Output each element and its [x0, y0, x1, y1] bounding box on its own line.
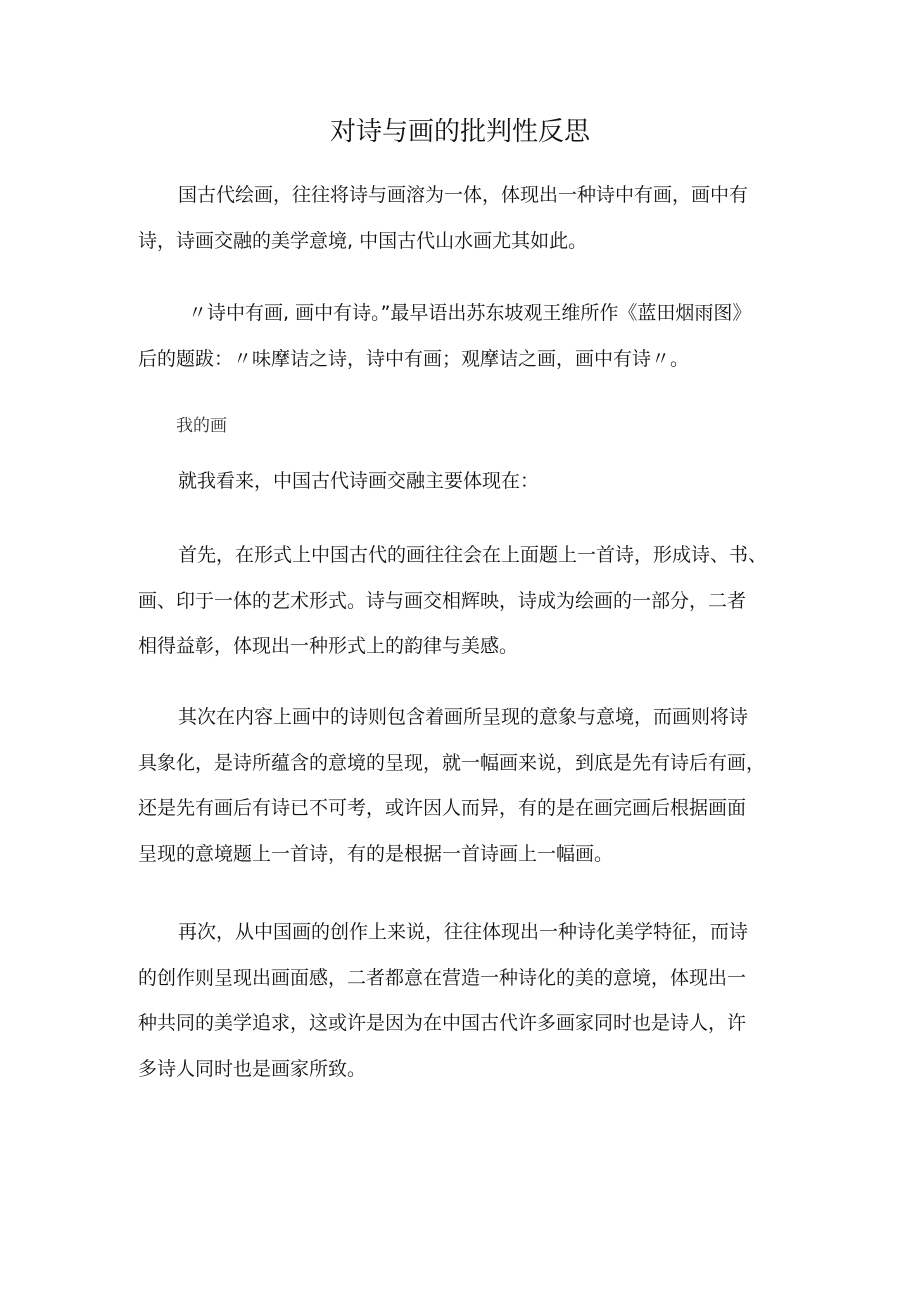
subheading-my-painting: 我的画 — [176, 416, 227, 436]
paragraph-line: 种共同的美学追求，这或许是因为在中国古代许多画家同时也是诗人，许 — [138, 1012, 747, 1034]
paragraph-line: 相得益彰，体现出一种形式上的韵律与美感。 — [138, 635, 519, 657]
paragraph-3 — [138, 459, 790, 505]
paragraph-line: 〃诗中有画, 画中有诗。”最早语出苏东坡观王维所作《蓝田烟雨图》 — [188, 302, 752, 324]
paragraph-line: 的创作则呈现出画面感，二者都意在营造一种诗化的美的意境，体现出一 — [138, 966, 747, 989]
document-title: 对诗与画的批判性反思 — [329, 117, 590, 147]
paragraph-4 — [138, 533, 790, 670]
paragraph-line: 其次在内容上画中的诗则包含着画所呈现的意象与意境，而画则将诗 — [178, 706, 749, 728]
paragraph-line: 再次，从中国画的创作上来说，往往体现出一种诗化美学特征，而诗 — [178, 921, 749, 943]
paragraph-line: 呈现的意境题上一首诗，有的是根据一首诗画上一幅画。 — [138, 842, 614, 865]
paragraph-line: 画、印于一体的艺术形式。诗与画交相辉映，诗成为绘画的一部分，二者 — [138, 589, 747, 612]
paragraph-line: 具象化，是诗所蕴含的意境的呈现，就一幅画来说，到底是先有诗后有画， — [138, 751, 766, 774]
paragraph-line: 多诗人同时也是画家所致。 — [138, 1057, 367, 1080]
paragraph-line: 国古代绘画，往往将诗与画溶为一体，体现出一种诗中有画，画中有 — [178, 184, 749, 206]
paragraph-1 — [138, 173, 790, 264]
paragraph-line: 后的题跋：〃味摩诘之诗，诗中有画；观摩诘之画，画中有诗〃。 — [138, 347, 690, 370]
paragraph-5 — [138, 695, 790, 877]
paragraph-line: 诗，诗画交融的美学意境, 中国古代山水画尤其如此。 — [138, 229, 588, 252]
paragraph-line: 首先，在形式上中国古代的画往往会在上面题上一首诗，形成诗、书、 — [178, 544, 768, 566]
paragraph-line: 就我看来，中国古代诗画交融主要体现在： — [178, 470, 540, 492]
paragraph-6 — [138, 910, 790, 1092]
paragraph-2 — [138, 291, 790, 382]
paragraph-line: 还是先有画后有诗已不可考，或许因人而异，有的是在画完画后根据画面 — [138, 797, 747, 819]
